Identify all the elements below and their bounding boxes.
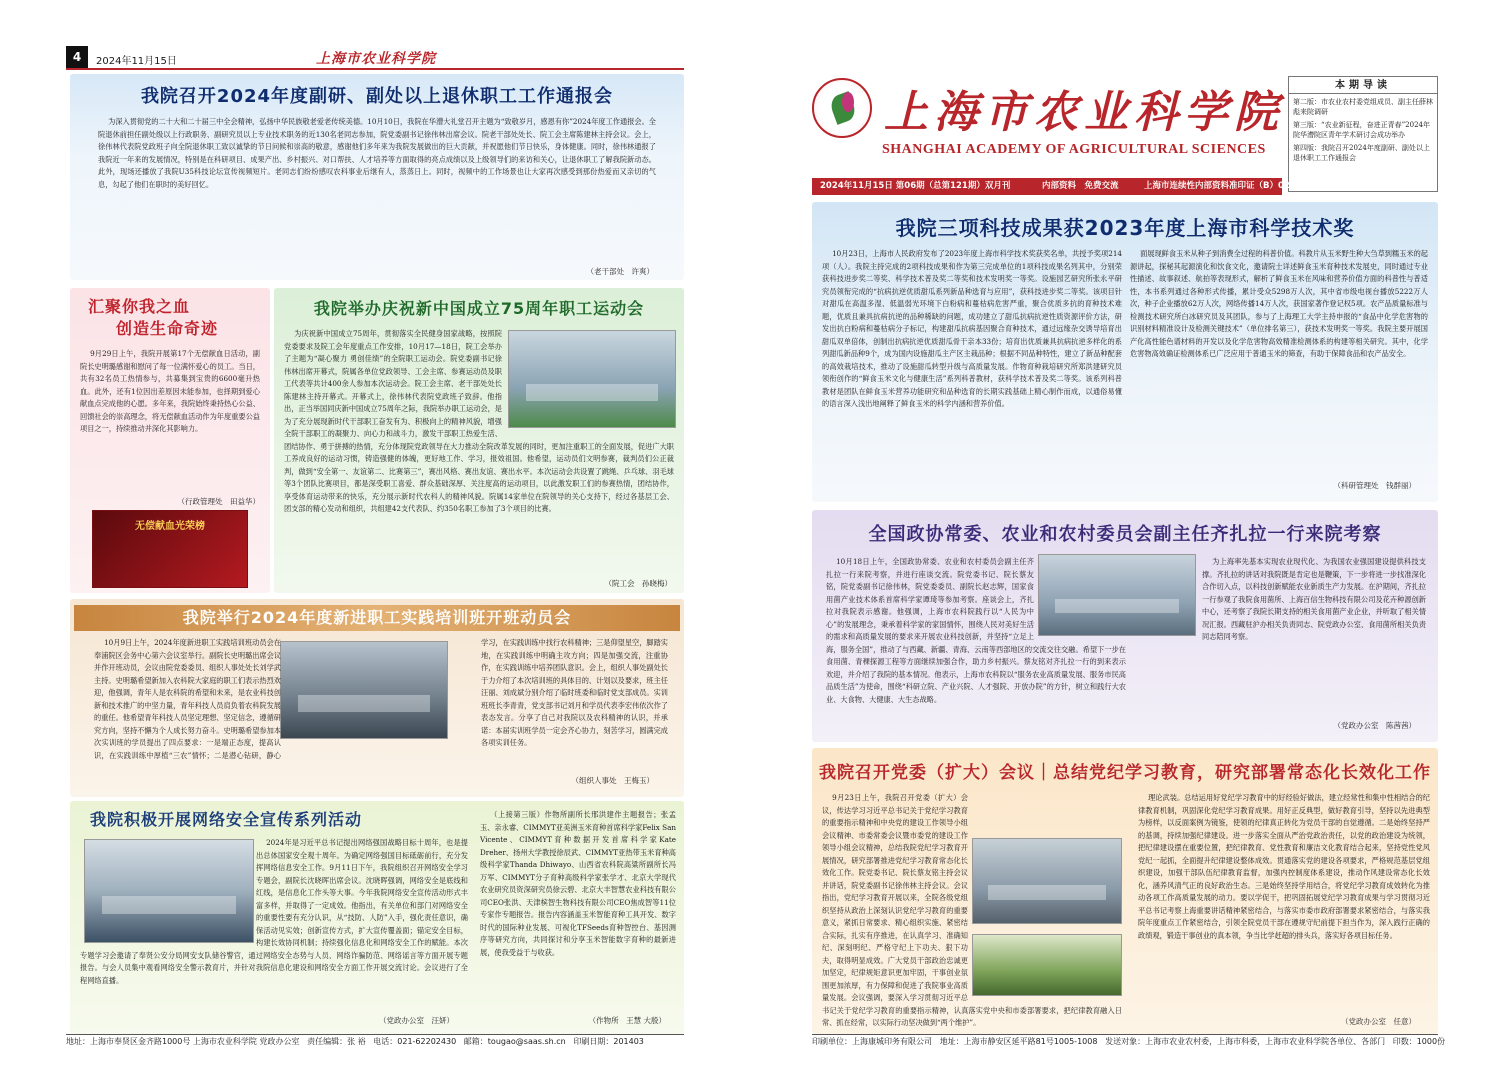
article-body-continued: 面展现鲜食玉米从种子到消费全过程的科普价值。科教片从玉米野生种大刍草到糯玉米的起源讲起，探秘其起源演化和饮食文化，邀请院士详述鲜食玉米育种技术发展史，同时通过专业性描述、故事叙述、航拍等表现形式，解析了鲜食玉米在风味和营养价值方面的科普性与普适性，本书系列通过各种形式传播，累计受众5298万人次，其中省市级电视台播放5222万人次，种子企业播放62万人次，网络传播14万人次，获国家著作登记权5项。农产品质量标准与检测技术研究所白冰研究员及其团队，参与了上海理工大学主持申报的“食品中化学危害物的识别材料精准设计及检测关键技术”（单位排名第三），获技术发明奖一等奖。我院主要开展国产化高性能色谱材料的开发以及化学危害物高效精准检测体系的构建等相关研究。其中，化学危害物高效确证检测体系已广泛应用于普通玉米的筛查，有助于保障食品和农产品安全。 [1130,249,1428,358]
article-body: 10月23日，上海市人民政府发布了2023年度上海市科学技术奖获奖名单，共授予奖项214项（人）。我院主持完成的2项科技成果和作为第三完成单位的1项科技成果名列其中，分别荣获科技进步奖二等奖、科学技术普及奖二等奖和技术发明奖一等奖。设施园艺研究所张永平研究员领衔完成的“抗病抗逆优质甜瓜系列新品种选育与应用”，获科技进步奖二等奖。该项目针对甜瓜在高温多湿、低温弱光环境下白粉病和蔓枯病危害严重，聚合优质多抗的育种技术难题，优质且兼具抗病抗逆的品种稀缺的问题，成功建立了甜瓜抗病抗逆性质资源评价方法，研发出抗白粉病和蔓枯病分子标记，构建甜瓜抗病基因聚合育种技术，通过远缘杂交诱导培育出甜瓜双单倍体，创制出抗病抗逆优质甜瓜骨干亲本33份；培育出优质兼具抗病抗逆多样化的系列甜瓜新品种9个，成为国内设施甜瓜主产区主栽品种；根据不同品种特性，建立了新品种配套的高效栽培技术，推动了设施甜瓜转型升级与高质量发展。作物育种栽培研究所郑洪建研究员领衔创作的“鲜食玉米文化与健康生活”系列科普教材，获科学技术普及奖二等奖。该系列科普教材是团队在鲜食玉米营养功能研究和品种选育的长期实践基础上精心制作而成，以通俗易懂的语言深入浅出地阐释了鲜食玉米的科学内涵和营养价值。 [822,249,1122,408]
article-text: 9月23日上午，我院召开党委（扩大）会议，传达学习习近平总书记关于党纪学习教育的重要指示精神和中央党的建设工作领导小组会议精神、市委常委会议暨市委党的建设工作领导小组会议精神，总结我院党纪学习教育开展情况，研究部署推进党纪学习教育常态化长效化工作。院党委书记、院长蔡友铭主持会议并讲话，院党委副书记徐伟林主持会议。会议指出，党纪学习教育开展以来，全院各级党组织坚持从政治上深刻认识党纪学习教育的重要意义，紧抓日常要求、精心组织实施、紧密结合实际，扎实有序推进，在认真学习、准确知纪、深刻明纪、严格守纪上下功夫、狠下功夫，取得明显成效。广大党员干部政治忠诚更加坚定，纪律规矩意识更加牢固，干事创业氛围更加浓厚，有力保障和促进了我院事业高质量发展。会议强调，要深入学习贯彻习近平总书记关于党纪学习教育的重要指示精神，认真落实党中央和市委部署要求，把纪律教育融入日常、抓在经常，以实际行动坚决做到“两个维护”。 [822,793,1122,1027]
article-body [284,328,674,573]
honor-board-photo [92,510,248,588]
continued-article-byline: （作物所 王慧 大殷） [588,1016,666,1025]
footer-copies: 印数：1000份 [1392,1037,1446,1046]
newspaper-page-4 [66,36,684,1048]
footer-phone: 电话：021-62202430 [373,1037,457,1046]
article-byline: （组织人事处 王梅玉） [571,776,654,785]
article-byline: （院工会 孙晓梅） [604,579,672,588]
article-cyber-security [70,801,684,1035]
article-retirees-meeting [70,74,684,280]
article-cppcc-visit [812,510,1438,742]
article-new-staff-training [70,599,684,797]
distribution-type: 内部资料 免费交流 [1042,181,1119,191]
running-header [66,46,684,70]
article-title: 我院召开党委（扩大）会议｜总结党纪学习教育，研究部署常态化长效化工作 [819,763,1431,783]
continued-article-body: （上接第三版）作物所副所长邢洪建作主题报告；张孟玉、亲永睿、CIMMYT亚美洲玉米育种首席科学家Felix San Vicente、CIMMYT育种数据开发首席科学家Kate Dreher、扬州大学教授徐辰武、CIMMYT亚热带玉米育种高级科学家Thanda Dhiwayo、山西省农科院高粱所副所长冯万军、CIMMYT分子育种高级科学家张学才、北京大学现代农业研究员资深研究员徐云碧、北京大丰智慧农业科技有限公司CEO张洪、天津槟智生物科技有限公司CEO焦成智等11位专家作专题报告。报告内容涵盖玉米智能育种工具开发、数字时代的国际种业发展、可视化TFSeeds育种智控台、基因测序等研究方向，共同探讨和分享玉米智能数字育种的最新进展，使我受益于与收获。 [480,810,676,957]
article-byline: （老干部处 许爽） [586,267,654,276]
toc-item[interactable]: 第二版：市农业农村委党组成员、副主任薛林彪来院调研 [1293,98,1433,116]
table-of-contents [1288,76,1438,192]
article-title: 我院积极开展网络安全宣传系列活动 [90,810,363,829]
article-title: 我院举办庆祝新中国成立75周年职工运动会 [313,299,645,318]
masthead-english: SHANGHAI ACADEMY OF AGRICULTURAL SCIENCES [882,142,1266,157]
newspaper-front-page [812,36,1446,1048]
article-title [88,296,270,340]
footer-email: 邮箱：tougao@saas.sh.cn [463,1037,566,1046]
article-byline: （行政管理处 田益华） [177,497,260,506]
page-number: 4 [66,46,88,68]
article-blood-donation [70,288,270,593]
article-body [80,837,468,1027]
footer-address: 地址：上海市静安区延平路81号1005-1008 [939,1037,1098,1046]
page-footer [812,1034,1446,1048]
issue-number: 2024年11月15日 第06期（总第121期）双月刊 [820,181,1011,191]
toc-heading: 本期导读 [1289,77,1437,94]
article-sports-meeting [274,288,684,593]
article-title: 我院举行2024年度新进职工实践培训班开班动员会 [74,605,680,631]
page-footer [66,1034,684,1048]
title-line-1: 汇聚你我之血 [88,297,191,316]
footer-print-date: 印刷日期：201403 [573,1037,644,1046]
honor-board-title: 无偿献血光荣榜 [135,521,205,532]
article-body [822,792,1122,1028]
toc-item[interactable]: 第三版：“农业新征程，奋进正青春”2024年院华漕院区青年学术研讨会成功举办 [1293,121,1430,139]
article-byline: （党政办公室 汪妍） [379,1016,454,1025]
running-title: 上海市农业科学院 [316,51,436,67]
article-byline: （党政办公室 任意） [1341,1017,1416,1026]
toc-item[interactable]: 第四版：我院召开2024年度副研、副处以上退休职工工作通报会 [1293,144,1430,162]
article-party-committee [812,748,1438,1034]
article-text: 2024年是习近平总书记提出网络强国战略目标十周年，也是提出总体国家安全观十周年。为确定网络强国目标砥砺前行，充分发挥网络信息安全工作。9月11日下午，我院组织召开网络安全学习专题会，副院长沈晓晖出席会议。沈晓晖强调，网络安全是底线和红线，是信息化工作头等大事。今年我院网络安全宣传活动形式丰富多样，并取得了一定成效。他指出，有关单位和部门对网络安全的重要性要有充分认识，从“技防、人防”入手，强化责任意识，确保活动见实效；创新宣传方式，扩大宣传覆盖面；锚定安全目标，构建长效协同机制；持续强化信息化和网络安全工作的赋能。本次专题学习会邀请了奉贤公安分局网安支队储谷警官，通过网络安全态势与人员、网络诈骗防范、网络谣言等方面开展专题报告。与会人员集中观看网络安全警示教育片，并针对我院信息化建设和网络安全方面工作开展交流讨论。会议进行了全程网络直播。 [80,838,468,985]
print-permit: 上海市连续性内部资料准印证（B）0213 [1144,181,1302,191]
footer-printer: 印刷单位：上海康城印务有限公司 [812,1037,932,1046]
article-text: 为庆祝新中国成立75周年，贯彻落实全民健身国家战略，按照院党委要求及院工会年度重点工作安排，10月17—18日，院工会举办了主题为“凝心聚力 勇创佳绩”的全院职工运动会。院党委副书记徐伟林出席开幕式，院属各单位党政领导、工会主席、参赛运动员及职工代表等共计400余人参加本次运动会。院工会主席、老干部处处长陈建林主持开幕式。开幕式上，徐伟林代表院党政班子致辞。他指出，正当举国同庆新中国成立75周年之际，我院举办职工运动会，是为了充分展现新时代干部职工奋发有为、积极向上的精神风貌，增强全院干部职工的凝聚力、向心力和战斗力，激发干部职工热爱生活、团结协作、勇于拼搏的热情，充分体现院党政领导在大力推动全院改革发展的同时，更加注重职工的全面发展，促进广大职工养成良好的运动习惯，铸造强健的体魄，更好地工作、学习，报效祖国。他希望，运动员们文明参赛，裁判员们公正裁判，做到“安全第一、友谊第二、比赛第三”，赛出风格、赛出友谊、赛出水平。本次运动会共设置了跳绳、乒乓球、羽毛球等3个团队比赛项目，都是深受职工喜爱、群众基础深厚、关注度高的运动项目，以此激发职工们的参赛热情，团结协作，享受体育运动带来的快乐，充分展示新时代农科人的精神风貌。院属14家单位在院领导的关心支持下，经过各基层工会、团支部的精心发动和组织，共组建42支代表队、约350名职工参加了3个项目的比赛。 [284,329,674,513]
article-body: 9月29日上午，我院开展第17个无偿献血日活动，副院长史明璐感谢和慰问了每一位满怀爱心的员工。当日，共有32名员工热情参与，共募集到宝贵的6600毫升热血。此外，还有1位因出差原因未能参加，也择期到爱心献血点完成他的心愿。多年来，我院始终秉持热心公益、回馈社会的崇高理念，将无偿献血活动作为年度重要公益项目之一，持续推动并深化其影响力。 [80,349,260,433]
article-science-award [812,202,1438,502]
article-body: 为深入贯彻党的二十大和二十届三中全会精神，弘扬中华民族敬老爱老传统美德。10月10日，我院在华漕大礼堂召开主题为“致敬岁月，感恩有你”2024年度工作通报会。全院退休前担任副处级以上行政职务、副研究员以上专业技术职务的近130名老同志参加，院党委副书记徐伟林出席会议。院老干部处处长、院工会主席陈建林主持会议。会上，徐伟林代表院党政班子向全院退休职工致以诚挚的节日问候和崇高的敬意，感谢他们多年来为我院发展做出的巨大贡献，并祝愿他们节日快乐，身体健康。同时，徐伟林通报了我院近一年来的发展情况，特别是在科研项目、成果产出、乡村振兴、对口帮扶、人才培养等方面取得的亮点成绩以及上级领导们的来访和关心，让退休职工了解我院新动态。此外，现场还播放了我院U35科技论坛宣传视频短片。老同志们纷纷感叹农科事业后继有人，蒸蒸日上。同时，视频中的工作场景也让大家再次感受到那份热爱而又亲切的气息，勾起了他们在职时的美好回忆。 [98,117,656,189]
article-byline: （党政办公室 陈茜茜） [1333,721,1416,730]
title-line-2: 创造生命奇迹 [116,319,219,338]
footer-recipients: 发送对象：上海市农业农村委，上海市科委，上海市农业科学院各单位、各部门 [1105,1037,1386,1046]
masthead-title: 上海市农业科学院 [884,87,1284,138]
article-title: 我院三项科技成果获2023年度上海市科学技术奖 [895,216,1355,240]
article-body-continued: 理论武装。总结运用好党纪学习教育中的好经验好做法，建立经常性和集中性相结合的纪律教育机制，巩固深化党纪学习教育成果。用好正反典型，做好教育引导，坚持以先进典型为榜样，以反面案例为镜鉴，使领的纪律真正转化为党员干部的自觉遵循。二是始终坚持严的基调，持续加强纪律建设。进一步落实全面从严治党政治责任，以党的政治建设为统领，把纪律建设摆在重要位置，把纪律教育、党性教育和廉洁文化教育结合起来，坚持党性党风党纪一起抓，全面提升纪律建设整体成效。贯通落实党的建设各项要求，严格规范基层党组织建设，加强干部队伍纪律教育监督，加强内控制度体系建设，推动作风建设常态化长效化，涵养风清气正的良好政治生态。三是始终坚持学用结合，将党纪学习教育成效转化为推动各项工作高质量发展的动力。要以学促干，把巩固拓展党纪学习教育成果与学习贯彻习近平总书记考察上海重要讲话精神紧密结合，与落实市委市政府部署要求紧密结合，与落实我院年度重点工作紧密结合，引领全院党员干部在遵规守纪前提下担当作为，深入践行正确的政绩观，锻造干事创业的真本领，争当比学赶超的排头兵，落实好各项目标任务。 [1138,793,1430,940]
article-byline: （科研管理处 钱群丽） [1333,481,1416,490]
footer-address: 地址：上海市奉贤区金齐路1000号 上海市农业科学院 党政办公室 [66,1037,300,1046]
academy-logo-icon [812,78,872,138]
article-body: 10月9日上午，2024年度新进职工实践培训班动员会在奉浦院区会务中心第六会议室举行。副院长史明璐出席会议并作开班动员，会议由院党委委员、组织人事处处长刘学武主持。史明璐希望新加入农科院大家庭的职工们表示热烈欢迎，他强调，青年人是农科院的希望和未来，是农业科技创新和技术推广的中坚力量，青年科技人员肩负着农科院发展的重任。他希望青年科技人员坚定理想、坚定信念，遵循研究方向，坚持不懈为个人成长努力奋斗。史明璐希望参加本次实训班的学员提出了四点要求：一是端正态度，提高认识，在实践训练中厚植“三农”情怀；二是潜心钻研，静心学习，在实践训练中找行农科精神；三是仰望星空，脚踏实地，在实践训练中明确主攻方向；四是加强交流，注重协作，在实践训练中培养团队意识。会上，组织人事处副处长于力介绍了本次培训班的具体目的、计划以及要求，班主任汪丽、刘成斌分别介绍了临时班委和临时党支部成员。实训班班长李青青，党支部书记刘月和学员代表李宏伟依次作了表态发言。分享了自己对我院以及农科精神的认识，并承诺：本届实训班学员一定会齐心协力，刻苦学习，圆满完成各项实训任务。 [94,638,668,760]
article-text: 10月18日上午，全国政协常委、农业和农村委员会副主任齐扎拉一行来院考察，并进行座谈交流。院党委书记、院长蔡友铭，院党委副书记徐伟林，院党委委员、副院长赵志辉，国家食用菌产业技术体系首席科学家谭琦等参加考察。座谈会上，齐扎拉对我院表示感谢。他强调，上海市农科院践行以“人民为中心”的发展理念，秉承着科学家的家国情怀，围绕人民对美好生活的需求和高质量发展的要求来开展农业科技创新，并坚持“立足上海，服务全国”，推动了与西藏、新疆、青海、云南等西部地区的交流交往交融。希望下一步在食用菌、青稞探源工程等方面继续加强合作，助力乡村振兴。蔡友铭对齐扎拉一行的到来表示欢迎，并介绍了我院的基本情况。他表示，上海市农科院以“服务农业高质量发展、服务市民高品质生活”为使命，围绕“科研立院、产业兴院、人才强院、开放办院”的方针，树立和践行大农业、大食物、大健康、大生态战略。 [826,557,1126,704]
issue-dateline [812,178,1302,195]
issue-date: 2024年11月15日 [96,56,177,67]
article-title: 全国政协常委、农业和农村委员会副主任齐扎拉一行来院考察 [868,524,1382,545]
article-body-continued: 为上海率先基本实现农业现代化、为我国农业强国建设提供科技支撑。齐扎拉的讲话对我院既是肯定也是鞭策，下一步将进一步找准深化合作切入点，以科技创新赋能农业新质生产力发展。在沪期间，齐扎拉一行参观了我院食用菌所、上海百信生物科技有限公司及花卉种源创新中心，还考察了我院长期支持的相关食用菌产业企业，并听取了相关情况汇报。西藏驻沪办相关负责同志、院党政办公室、食用菌所相关负责同志陪同考察。 [1202,557,1426,641]
article-body [826,556,1126,732]
article-title: 我院召开2024年度副研、副处以上退休职工工作通报会 [140,86,614,107]
footer-editor: 责任编辑：张 裕 [307,1037,366,1046]
